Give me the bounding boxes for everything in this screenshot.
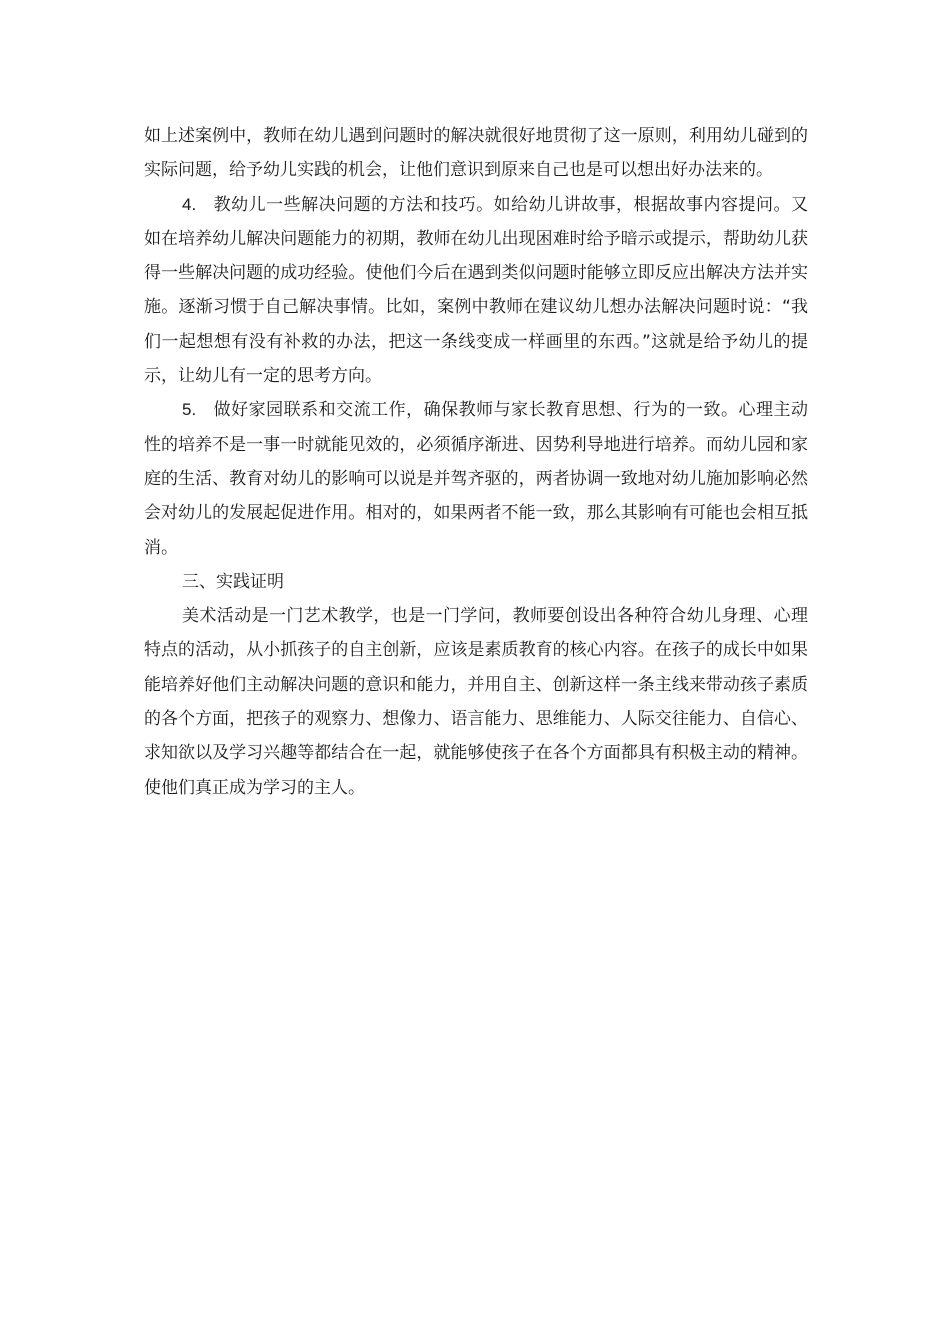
document-body <box>144 119 808 805</box>
item-number: 5. <box>182 400 197 420</box>
item-number: 4. <box>182 194 197 214</box>
paragraph-practice-proof: 美术活动是一门艺术教学，也是一门学问，教师要创设出各种符合幼儿身理、心理特点的活动，从小抓孩子的自主创新，应该是素质教育的核心内容。在孩子的成长中如果能培养好他们主动解决问题的意识和能力，并用自主、创新这样一条主线来带动孩子素质的各个方面，把孩子的观察力、想像力、语言能力、思维能力、人际交往能力、自信心、求知欲以及学习兴趣等都结合在一起，就能够使孩子在各个方面都具有积极主动的精神。使他们真正成为学习的主人。 <box>144 606 808 798</box>
paragraph-item-4 <box>144 188 808 394</box>
section-heading: 三、实践证明 <box>182 571 284 592</box>
item-text: 做好家园联系和交流工作，确保教师与家长教育思想、行为的一致。心理主动性的培养不是一事一时就能见效的，必须循序渐进、因势利导地进行培养。而幼儿园和家庭的生活、教育对幼儿的影响可以说是并驾齐驱的，两者协调一致地对幼儿施加影响必然会对幼儿的发展起促进作用。相对的，如果两者不能一致，那么其影响有可能也会相互抵消。 <box>144 400 808 558</box>
paragraph-item-5 <box>144 393 808 564</box>
item-text: 教幼儿一些解决问题的方法和技巧。如给幼儿讲故事，根据故事内容提问。又如在培养幼儿解决问题能力的初期，教师在幼儿出现困难时给予暗示或提示，帮助幼儿获得一些解决问题的成功经验。使他们今后在遇到类似问题时能够立即反应出解决方法并实施。逐渐习惯于自己解决事情。比如，案例中教师在建议幼儿想办法解决问题时说：“我们一起想想有没有补救的办法，把这一条线变成一样画里的东西。”这就是给予幼儿的提示，让幼儿有一定的思考方向。 <box>144 194 808 387</box>
paragraph-case-summary: 如上述案例中，教师在幼儿遇到问题时的解决就很好地贯彻了这一原则，利用幼儿碰到的实际问题，给予幼儿实践的机会，让他们意识到原来自己也是可以想出好办法来的。 <box>144 126 808 181</box>
